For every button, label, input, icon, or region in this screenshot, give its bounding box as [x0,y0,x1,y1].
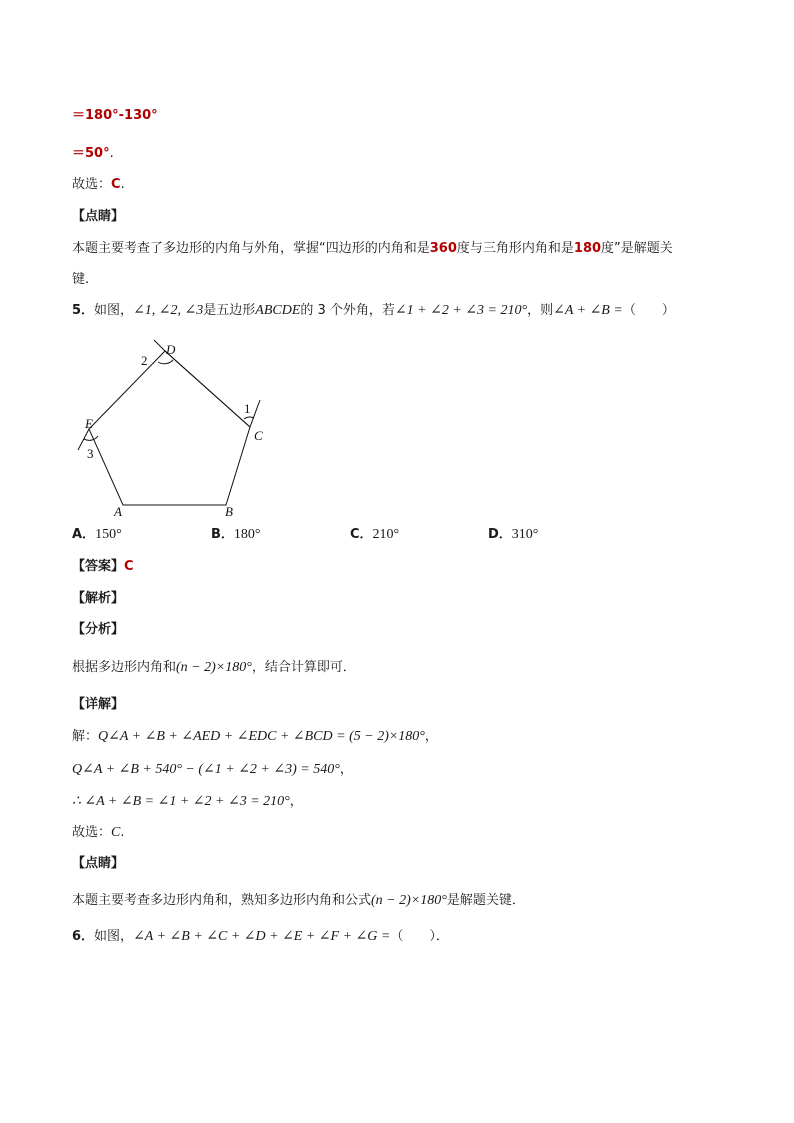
fenxi-formula: (n − 2)×180° [176,660,252,675]
detail-1-math: Q∠A + ∠B + ∠AED + ∠EDC + ∠BCD = (5 − 2)×180° [98,729,425,744]
question-5-stem [72,301,675,321]
label-angle-1: 1 [244,401,251,416]
detail-3-end: ， [289,794,303,809]
question-6-stem [72,927,449,947]
angle-arc-2 [158,360,173,364]
question-6-lead: 如图， [94,929,134,944]
option-d[interactable] [488,525,538,545]
option-d-key: D． [488,527,512,542]
question-5-angles: ∠1, ∠2, ∠3 [133,303,204,318]
label-e: E [85,416,93,431]
option-b-value: 180° [233,527,261,542]
option-b-key: B． [211,527,234,542]
prev-choice [72,175,125,195]
prev-comment-line-1 [72,239,673,259]
prev-comment-label: 【点睛】 [72,209,125,224]
option-a-key: A． [72,527,96,542]
label-a: A [114,504,122,519]
detail-1-prefix: 解： [72,729,99,744]
q5-comment-text [72,891,525,911]
question-5-mid1: 是五边形 [203,303,256,318]
q5-choice-value: C [111,825,121,840]
label-b: B [225,504,233,519]
prev-choice-value: C [111,177,121,192]
detail-line-3 [72,792,303,812]
prev-comment-e: 度”是解题关 [601,241,673,256]
fenxi-b: ，结合计算即可． [251,660,356,675]
label-c: C [254,428,263,443]
question-5-blank: （ ） [622,303,675,318]
question-6-expr: ∠A + ∠B + ∠C + ∠D + ∠E + ∠F + ∠G = [133,929,391,944]
q5-choice-prefix: 故选： [72,825,112,840]
label-d: D [166,342,176,357]
angle-arc-3 [84,436,98,440]
q5-comment-label: 【点睛】 [72,856,125,871]
solution-step-2 [72,144,114,164]
detail-2-end: ， [339,762,353,777]
question-5-lead: 如图， [94,303,134,318]
q5-choice-end: . [120,825,125,840]
detail-3-math: ∴ ∠A + ∠B = ∠1 + ∠2 + ∠3 = 210° [72,794,290,809]
solution-step-1: ＝180°-130° [72,108,158,123]
answer-line [72,557,134,577]
question-5-mid2: 的 3 个外角，若 [300,303,395,318]
question-6-number: 6． [72,929,95,944]
option-a-value: 150° [95,527,122,542]
prev-comment-a: 本题主要考查了多边形的内角与外角，掌握“四边形的内角和是 [72,241,430,256]
q5-comment-formula: (n − 2)×180° [371,893,447,908]
option-d-value: 310° [511,527,539,542]
pentagon-figure [72,338,272,520]
detail-1-end: ， [424,729,438,744]
detail-line-1 [72,727,438,747]
label-angle-2: 2 [141,353,148,368]
fenxi-label: 【分析】 [72,622,125,637]
prev-comment-line-2: 键. [72,272,90,287]
detail-label: 【详解】 [72,697,125,712]
analysis-label: 【解析】 [72,591,125,606]
prev-choice-end: . [120,177,125,192]
detail-2-math: Q∠A + ∠B + 540° − (∠1 + ∠2 + ∠3) = 540° [72,762,340,777]
answer-value: C [124,559,134,574]
question-6-blank: （ ）． [390,929,449,944]
option-c[interactable] [350,525,399,545]
fenxi-a: 根据多边形内角和 [72,660,177,675]
option-b[interactable] [211,525,261,545]
question-5-condition: ∠1 + ∠2 + ∠3 = 210° [394,303,528,318]
extension-line-dc [165,351,250,427]
prev-comment-360: 360 [429,241,457,256]
option-a[interactable] [72,525,122,545]
pentagon-shape [89,351,250,505]
answer-label: 【答案】 [72,559,125,574]
fenxi-text [72,658,356,678]
q5-comment-b: 是解题关键． [446,893,525,908]
angle-arc-1 [244,417,254,419]
solution-step-2-value: ＝50° [72,146,110,161]
option-c-key: C． [350,527,373,542]
question-5-target: ∠A + ∠B = [553,303,623,318]
detail-line-2 [72,760,353,780]
prev-choice-prefix: 故选： [72,177,112,192]
prev-comment-c: 度与三角形内角和是 [456,241,574,256]
question-5-mid3: ，则 [527,303,554,318]
label-angle-3: 3 [87,446,94,461]
solution-step-2-end: . [109,146,114,161]
extension-line-cb [250,400,260,427]
question-5-number: 5． [72,303,95,318]
q5-choice [72,823,125,843]
option-c-value: 210° [372,527,400,542]
prev-comment-180: 180 [573,241,602,256]
q5-comment-a: 本题主要考查多边形内角和，熟知多边形内角和公式 [72,893,372,908]
question-5-polygon: ABCDE [255,303,301,318]
extension-line-de [154,340,165,351]
